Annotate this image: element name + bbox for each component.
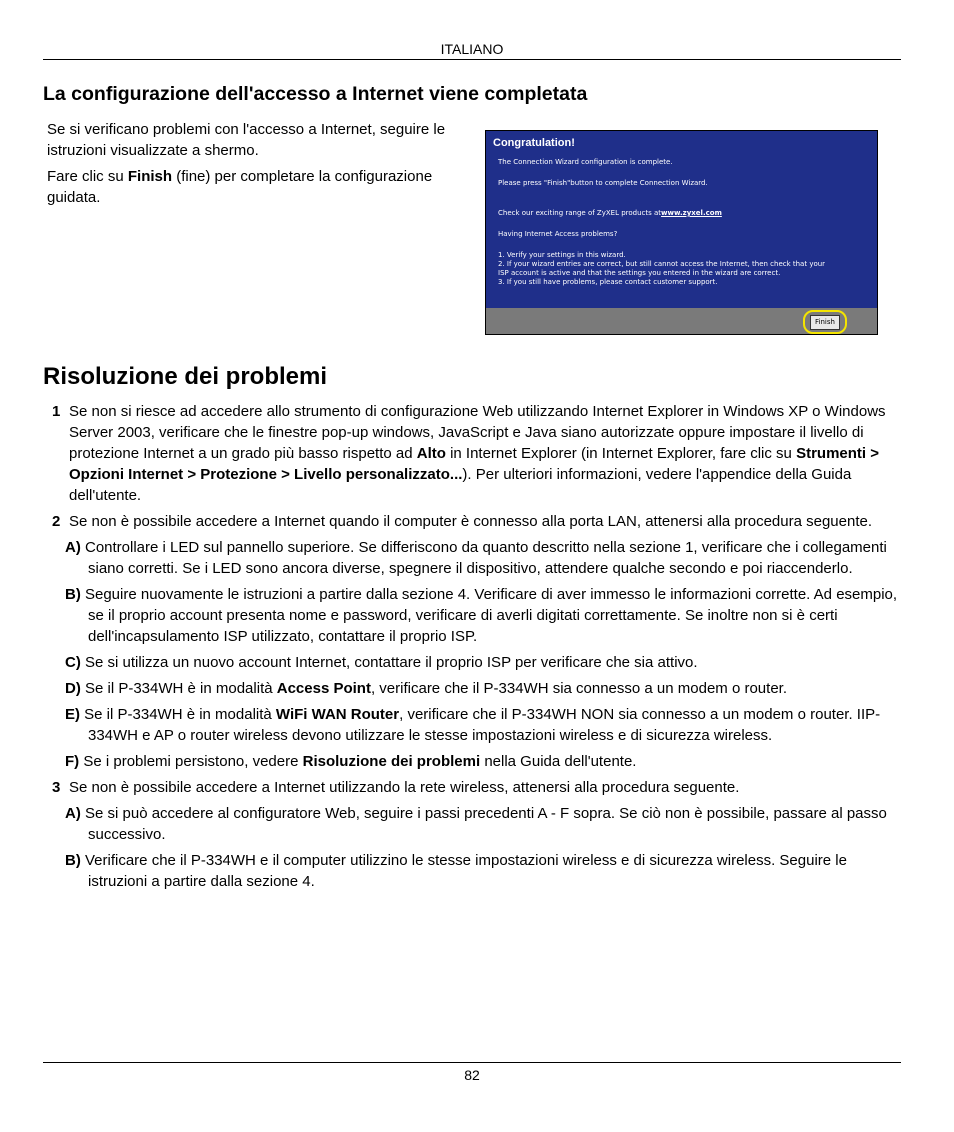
sub-item-3a: A) Se si può accedere al configuratore Web, seguire i passi precedenti A - F sopra. Se ciò non è possibile, passare al passo successivo. (65, 805, 887, 843)
zyxel-link[interactable]: www.zyxel.com (661, 209, 722, 217)
section-title-troubleshooting: Risoluzione dei problemi (43, 363, 328, 390)
wizard-line: Please press "Finish"button to complete Connection Wizard. (498, 179, 708, 187)
wizard-title: Congratulation! (493, 137, 575, 149)
sub-item-2c: C) Se si utilizza un nuovo account Internet, contattare il proprio ISP per verificare che sia attivo. (65, 654, 698, 671)
wizard-line: 3. If you still have problems, please contact customer support. (498, 278, 718, 286)
wizard-line: Check our exciting range of ZyXEL products atwww.zyxel.com (498, 209, 722, 217)
footer-rule (43, 1062, 901, 1063)
finish-button[interactable]: Finish (810, 315, 840, 330)
intro-text (47, 119, 467, 213)
wizard-line: The Connection Wizard configuration is complete. (498, 158, 673, 166)
intro-paragraph-2: Fare clic su Finish (fine) per completare la configurazione guidata. (47, 168, 433, 206)
list-item-3: 3 Se non è possibile accedere a Internet utilizzando la rete wireless, attenersi alla procedura seguente. (52, 779, 740, 796)
wizard-screenshot (485, 130, 878, 335)
item-number: 3 (52, 779, 61, 796)
page-number: 82 (464, 1067, 480, 1083)
list-item-2: 2 Se non è possibile accedere a Internet quando il computer è connesso alla porta LAN, attenersi alla procedura seguente. (52, 513, 873, 530)
wizard-line: ISP account is active and that the settings you entered in the wizard are correct. (498, 269, 781, 277)
sub-item-2e: E) Se il P-334WH è in modalità WiFi WAN Router, verificare che il P-334WH NON sia connesso a un modem o router. IIP-334WH e AP o router wireless devono utilizzare le stesse impostazioni wireless e di sicurezza wireless. (65, 706, 881, 744)
sub-item-2f: F) Se i problemi persistono, vedere Risoluzione dei problemi nella Guida dell'utente. (65, 753, 637, 770)
wizard-line: 1. Verify your settings in this wizard. (498, 251, 626, 259)
section-title-completion: La configurazione dell'accesso a Internet viene completata (43, 83, 588, 105)
wizard-footer (486, 308, 877, 334)
intro-paragraph-1: Se si verificano problemi con l'accesso a Internet, seguire le istruzioni visualizzate a shermo. (47, 121, 446, 159)
sub-item-3b: B) Verificare che il P-334WH e il computer utilizzino le stesse impostazioni wireless e di sicurezza wireless. Seguire le istruzioni a partire dalla sezione 4. (65, 852, 847, 890)
wizard-line: Having Internet Access problems? (498, 230, 618, 238)
sub-item-2d: D) Se il P-334WH è in modalità Access Point, verificare che il P-334WH sia connesso a un modem o router. (65, 680, 787, 697)
sub-item-2b: B) Seguire nuovamente le istruzioni a partire dalla sezione 4. Verificare di aver immesso le informazioni corrette. Ad esempio, se il proprio account presenta nome e password, verificare di averli digitati correttamente. Se inoltre non si è certi dell'incapsulamento ISP utilizzato, contattare il proprio ISP. (65, 586, 898, 645)
item-number: 1 (52, 403, 61, 420)
item-number: 2 (52, 513, 61, 530)
header-language: ITALIANO (440, 41, 504, 57)
sub-item-2a: A) Controllare i LED sul pannello superiore. Se differiscono da quanto descritto nella sezione 1, verificare che i collegamenti siano corretti. Se i LED sono ancora diverse, spegnere il dispositivo, attendere qualche secondo e poi riaccenderlo. (65, 539, 887, 577)
list-item-1: 1 Se non si riesce ad accedere allo strumento di configurazione Web utilizzando Internet Explorer in Windows XP o Windows Server 2003, verificare che le finestre pop-up windows, JavaScript e Java siano autorizzate oppure impostare il livello di protezione Internet a un grado più basso rispetto ad Alto in Internet Explorer (in Internet Explorer, fare clic su Strumenti > Opzioni Internet > Protezione > Livello personalizzato...). Per ulteriori informazioni, vedere l'appendice della Guida dell'utente. (52, 403, 886, 504)
header-rule (43, 59, 901, 60)
troubleshooting-list (52, 401, 902, 897)
wizard-line: 2. If your wizard entries are correct, but still cannot access the Internet, then check that your (498, 260, 826, 268)
